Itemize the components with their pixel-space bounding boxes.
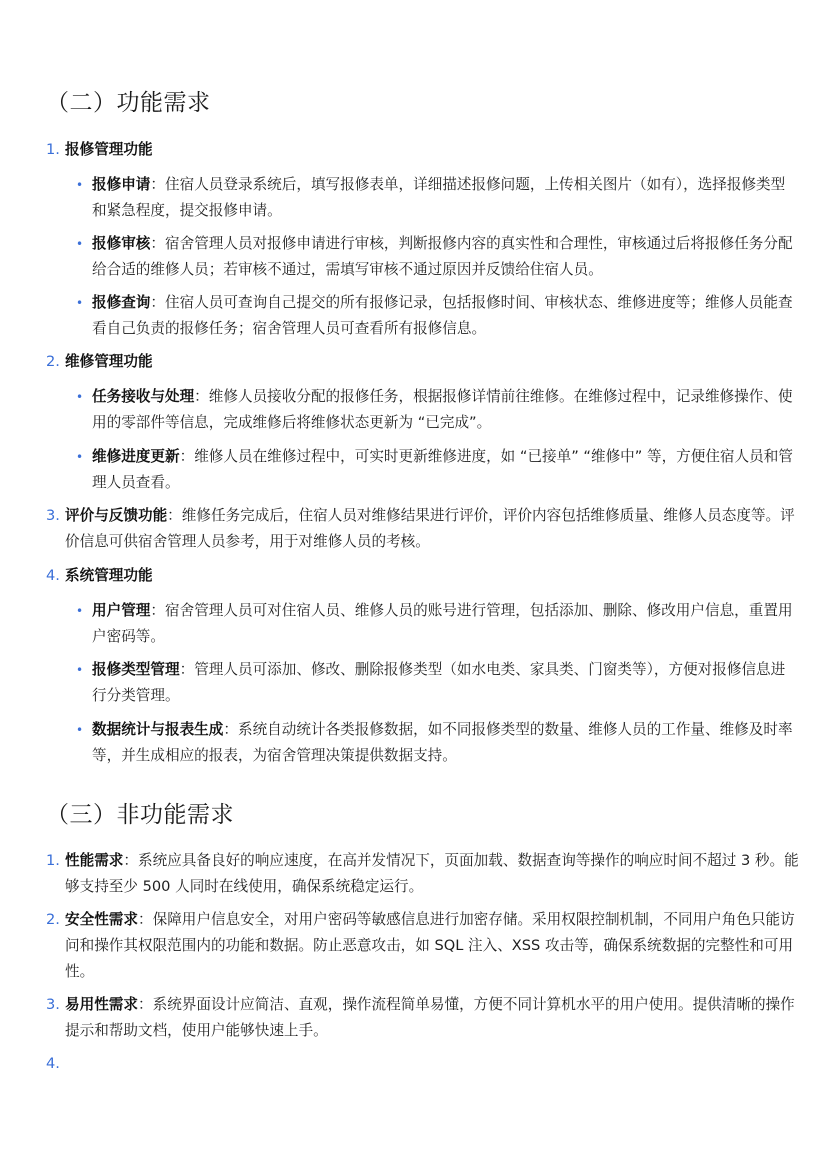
bullet-item-repair-request <box>76 172 798 224</box>
item-number: 3. <box>46 507 60 524</box>
separator: ： <box>123 852 138 869</box>
bullet-icon: • <box>76 604 84 618</box>
item-text: 系统应具备良好的响应速度，在高并发情况下，页面加载、数据查询等操作的响应时间不超过 3 秒。能够支持至少 500 人同时在线使用，确保系统稳定运行。 <box>65 852 799 895</box>
bullet-text: 住宿人员可查询自己提交的所有报修记录，包括报修时间、审核状态、维修进度等；维修人员能查看自己负责的报修任务；宿舍管理人员可查看所有报修信息。 <box>92 294 793 337</box>
item-title: 评价与反馈功能 <box>65 507 168 524</box>
bullet-icon: • <box>76 663 84 677</box>
bullet-text: 系统自动统计各类报修数据，如不同报修类型的数量、维修人员的工作量、维修及时率等，并生成相应的报表，为宿舍管理决策提供数据支持。 <box>92 721 793 764</box>
bullet-icon: • <box>76 296 84 310</box>
numbered-item-evaluation-feedback <box>46 503 806 555</box>
item-title: 安全性需求 <box>65 911 138 928</box>
separator: ： <box>137 911 153 928</box>
numbered-item-system-management <box>46 563 806 589</box>
numbered-item-repair-management <box>46 137 806 163</box>
bullet-item-repair-query <box>76 290 798 342</box>
bullet-text: 维修人员在维修过程中，可实时更新维修进度，如 “已接单” “维修中” 等，方便住宿人员和管理人员查看。 <box>92 448 793 491</box>
separator: ： <box>223 721 238 738</box>
item-title: 易用性需求 <box>65 996 138 1013</box>
bullet-title: 报修查询 <box>92 294 151 311</box>
item-title: 系统管理功能 <box>65 567 153 584</box>
item-title: 性能需求 <box>65 852 124 869</box>
item-number: 3. <box>46 996 60 1013</box>
item-number: 4. <box>46 567 60 584</box>
separator: ： <box>194 388 209 405</box>
bullet-title: 报修类型管理 <box>92 661 180 678</box>
section-heading-functional: （二）功能需求 <box>46 90 211 116</box>
bullet-icon: • <box>76 237 84 251</box>
bullet-title: 数据统计与报表生成 <box>92 721 224 738</box>
bullet-title: 维修进度更新 <box>92 448 180 465</box>
bullet-icon: • <box>76 723 84 737</box>
bullet-item-statistics-reports <box>76 717 798 769</box>
bullet-title: 任务接收与处理 <box>92 388 195 405</box>
item-number: 1. <box>46 852 60 869</box>
separator: ： <box>179 661 195 678</box>
bullet-title: 报修申请 <box>92 176 151 193</box>
item-number: 2. <box>46 911 60 928</box>
bullet-item-user-management <box>76 598 798 650</box>
bullet-text: 宿舍管理人员可对住宿人员、维修人员的账号进行管理，包括添加、删除、修改用户信息，重置用户密码等。 <box>92 602 793 645</box>
bullet-text: 住宿人员登录系统后，填写报修表单，详细描述报修问题，上传相关图片（如有），选择报修类型和紧急程度，提交报修申请。 <box>92 176 786 219</box>
item-title: 维修管理功能 <box>65 353 153 370</box>
bullet-item-repair-type-management <box>76 657 798 709</box>
bullet-title: 报修审核 <box>92 235 151 252</box>
numbered-item-usability <box>46 992 806 1044</box>
section-heading-non-functional: （三）非功能需求 <box>46 802 234 828</box>
item-number: 4. <box>46 1055 60 1072</box>
bullet-title: 用户管理 <box>92 602 151 619</box>
numbered-item-security <box>46 907 806 985</box>
item-text: 维修任务完成后，住宿人员对维修结果进行评价，评价内容包括维修质量、维修人员态度等。评价信息可供宿舍管理人员参考，用于对维修人员的考核。 <box>65 507 795 550</box>
bullet-item-progress-update <box>76 444 798 496</box>
separator: ： <box>167 507 182 524</box>
numbered-item-maintenance-management <box>46 349 806 375</box>
bullet-item-task-handling <box>76 384 798 436</box>
separator: ： <box>150 176 165 193</box>
bullet-text: 管理人员可添加、修改、删除报修类型（如水电类、家具类、门窗类等），方便对报修信息进行分类管理。 <box>92 661 786 704</box>
bullet-text: 宿舍管理人员对报修申请进行审核，判断报修内容的真实性和合理性，审核通过后将报修任务分配给合适的维修人员；若审核不通过，需填写审核不通过原因并反馈给住宿人员。 <box>92 235 793 278</box>
item-number: 1. <box>46 141 60 158</box>
item-title: 报修管理功能 <box>65 141 153 158</box>
numbered-item-performance <box>46 848 806 900</box>
bullet-icon: • <box>76 178 84 192</box>
bullet-item-repair-review <box>76 231 798 283</box>
item-number: 2. <box>46 353 60 370</box>
separator: ： <box>150 602 165 619</box>
bullet-icon: • <box>76 390 84 404</box>
item-text: 保障用户信息安全，对用户密码等敏感信息进行加密存储。采用权限控制机制，不同用户角色只能访问和操作其权限范围内的功能和数据。防止恶意攻击，如 SQL 注入、XSS 攻击等，确保系统数据的完整性和可用性。 <box>65 911 795 980</box>
separator: ： <box>150 294 165 311</box>
bullet-text: 维修人员接收分配的报修任务，根据报修详情前往维修。在维修过程中，记录维修操作、使用的零部件等信息，完成维修后将维修状态更新为 “已完成”。 <box>92 388 793 431</box>
separator: ： <box>137 996 153 1013</box>
item-text: 系统界面设计应简洁、直观，操作流程简单易懂，方便不同计算机水平的用户使用。提供清晰的操作提示和帮助文档，使用户能够快速上手。 <box>65 996 795 1039</box>
separator: ： <box>179 448 195 465</box>
separator: ： <box>150 235 165 252</box>
bullet-icon: • <box>76 450 84 464</box>
